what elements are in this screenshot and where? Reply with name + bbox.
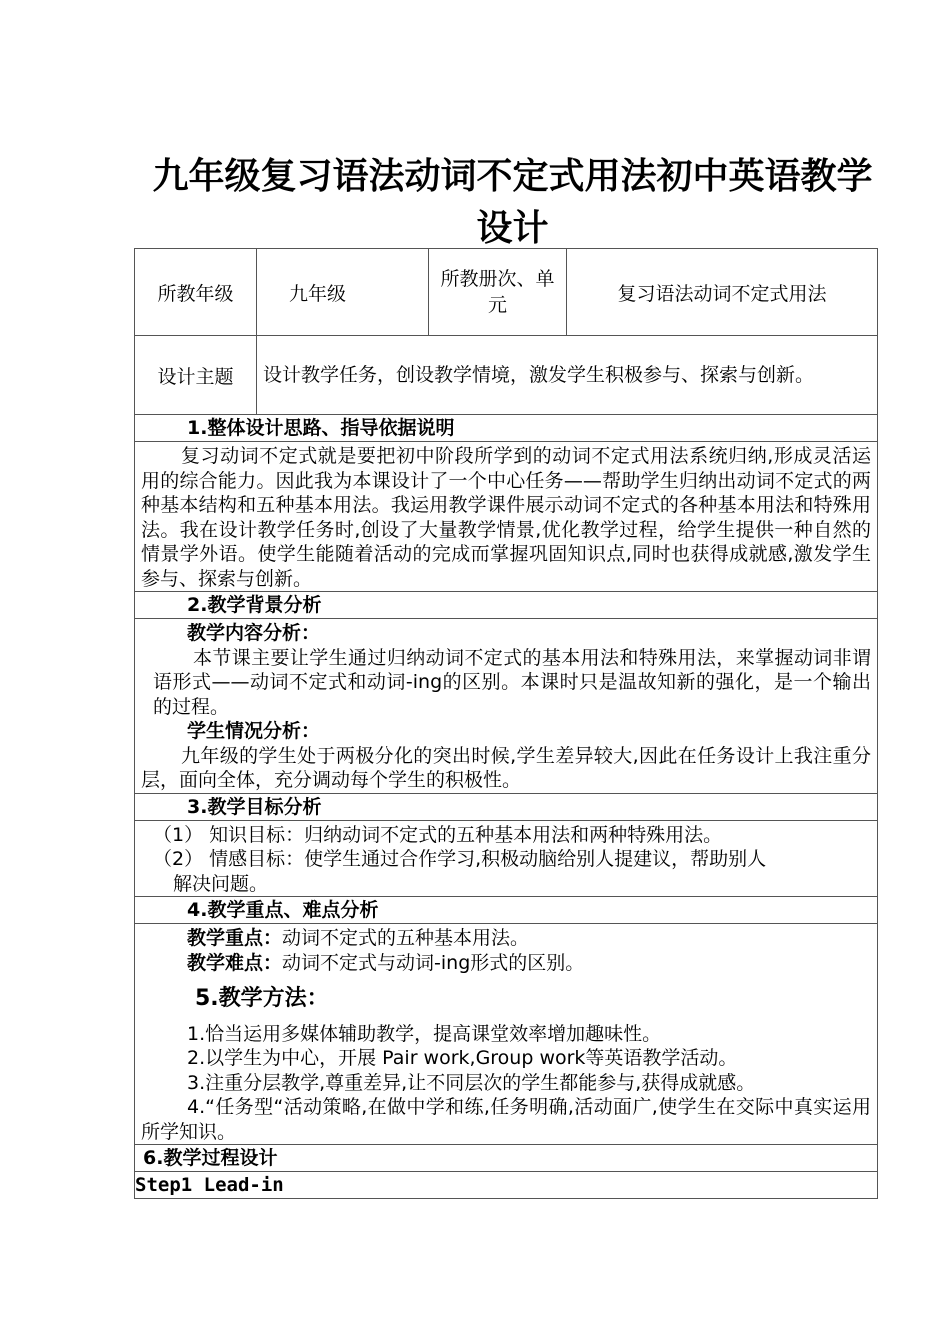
section-3-heading-row <box>135 793 878 820</box>
method-item: 1.恰当运用多媒体辅助教学，提高课堂效率增加趣味性。 <box>187 1022 662 1045</box>
content-analysis-body: 本节课主要让学生通过归纳动词不定式的基本用法和特殊用法，来掌握动词非谓语形式——动词不定式和动词-ing的区别。本课时只是温故知新的强化，是一个输出的过程。 <box>153 646 871 718</box>
theme-value: 设计教学任务，创设教学情境，激发学生积极参与、探索与创新。 <box>257 336 878 415</box>
student-analysis-label: 学生情况分析： <box>187 720 321 742</box>
method-item: 2.以学生为中心，开展 Pair work,Group work等英语教学活动。 <box>187 1047 738 1069</box>
section-1-body-row <box>135 442 878 592</box>
theme-row <box>135 336 878 415</box>
difficult-point-value: 动词不定式与动词-ing形式的区别。 <box>282 951 585 974</box>
lesson-plan-table <box>134 248 878 1199</box>
section-4-heading: 4.教学重点、难点分析 <box>187 899 379 921</box>
section-1-heading: 1.整体设计思路、指导依据说明 <box>187 417 455 439</box>
section-5-heading: 5.教学方法： <box>195 986 329 1011</box>
grade-value: 九年级 <box>257 249 429 336</box>
section-4-5-body-row <box>135 924 878 1145</box>
title-line-2: 设计 <box>476 207 549 249</box>
section-6-heading-row <box>135 1145 878 1172</box>
goal-emotion <box>141 847 871 896</box>
theme-label: 设计主题 <box>135 336 257 415</box>
step-1-heading: Step1 Lead-in <box>135 1172 878 1199</box>
key-point <box>141 926 871 951</box>
unit-label: 所教册次、单元 <box>429 249 567 336</box>
section-1-body: 复习动词不定式就是要把初中阶段所学到的动词不定式用法系统归纳,形成灵活运用的综合能力。因此我为本课设计了一个中心任务——帮助学生归纳出动词不定式的两种基本结构和五种基本用法。我运用教学课件展示动词不定式的各种基本用法和特殊用法。我在设计教学任务时,创设了大量教学情景,优化教学过程，给学生提供一种自然的情景学外语。使学生能随着活动的完成而掌握巩固知识点,同时也获得成就感,激发学生参与、探索与创新。 <box>141 445 871 590</box>
section-2-body-row <box>135 619 878 794</box>
section-3-heading: 3.教学目标分析 <box>187 795 322 818</box>
method-item: 4.“任务型“活动策略,在做中学和练,任务明确,活动面广,使学生在交际中真实运用所学知识。 <box>141 1096 871 1143</box>
section-4-heading-row <box>135 897 878 924</box>
key-point-value: 动词不定式的五种基本用法。 <box>282 927 530 949</box>
student-analysis-body: 九年级的学生处于两极分化的突出时候,学生差异较大,因此在任务设计上我注重分层，面向全体，充分调动每个学生的积极性。 <box>141 744 871 791</box>
goal-knowledge: （1） 知识目标：归纳动词不定式的五种基本用法和两种特殊用法。 <box>153 823 723 846</box>
key-point-label: 教学重点： <box>187 927 283 949</box>
goal-emotion-line-2: 解决问题。 <box>173 872 269 895</box>
section-6-heading: 6.教学过程设计 <box>143 1147 278 1169</box>
step-1-row <box>135 1172 878 1199</box>
method-item: 3.注重分层教学,尊重差异,让不同层次的学生都能参与,获得成就感。 <box>187 1071 756 1094</box>
section-2-heading: 2.教学背景分析 <box>187 594 322 616</box>
unit-value: 复习语法动词不定式用法 <box>567 249 878 336</box>
goal-emotion-line-1: （2） 情感目标：使学生通过合作学习,积极动脑给别人提建议，帮助别人 <box>153 848 767 870</box>
section-1-heading-row <box>135 415 878 442</box>
difficult-point-label: 教学难点： <box>187 951 283 974</box>
section-2-heading-row <box>135 592 878 619</box>
content-analysis-label: 教学内容分析： <box>187 622 321 644</box>
grade-label: 所教年级 <box>135 249 257 336</box>
document-title <box>150 150 875 254</box>
header-row <box>135 249 878 336</box>
section-3-body-row <box>135 820 878 897</box>
difficult-point <box>141 951 871 976</box>
title-line-1: 九年级复习语法动词不定式用法初中英语教学 <box>152 155 873 197</box>
